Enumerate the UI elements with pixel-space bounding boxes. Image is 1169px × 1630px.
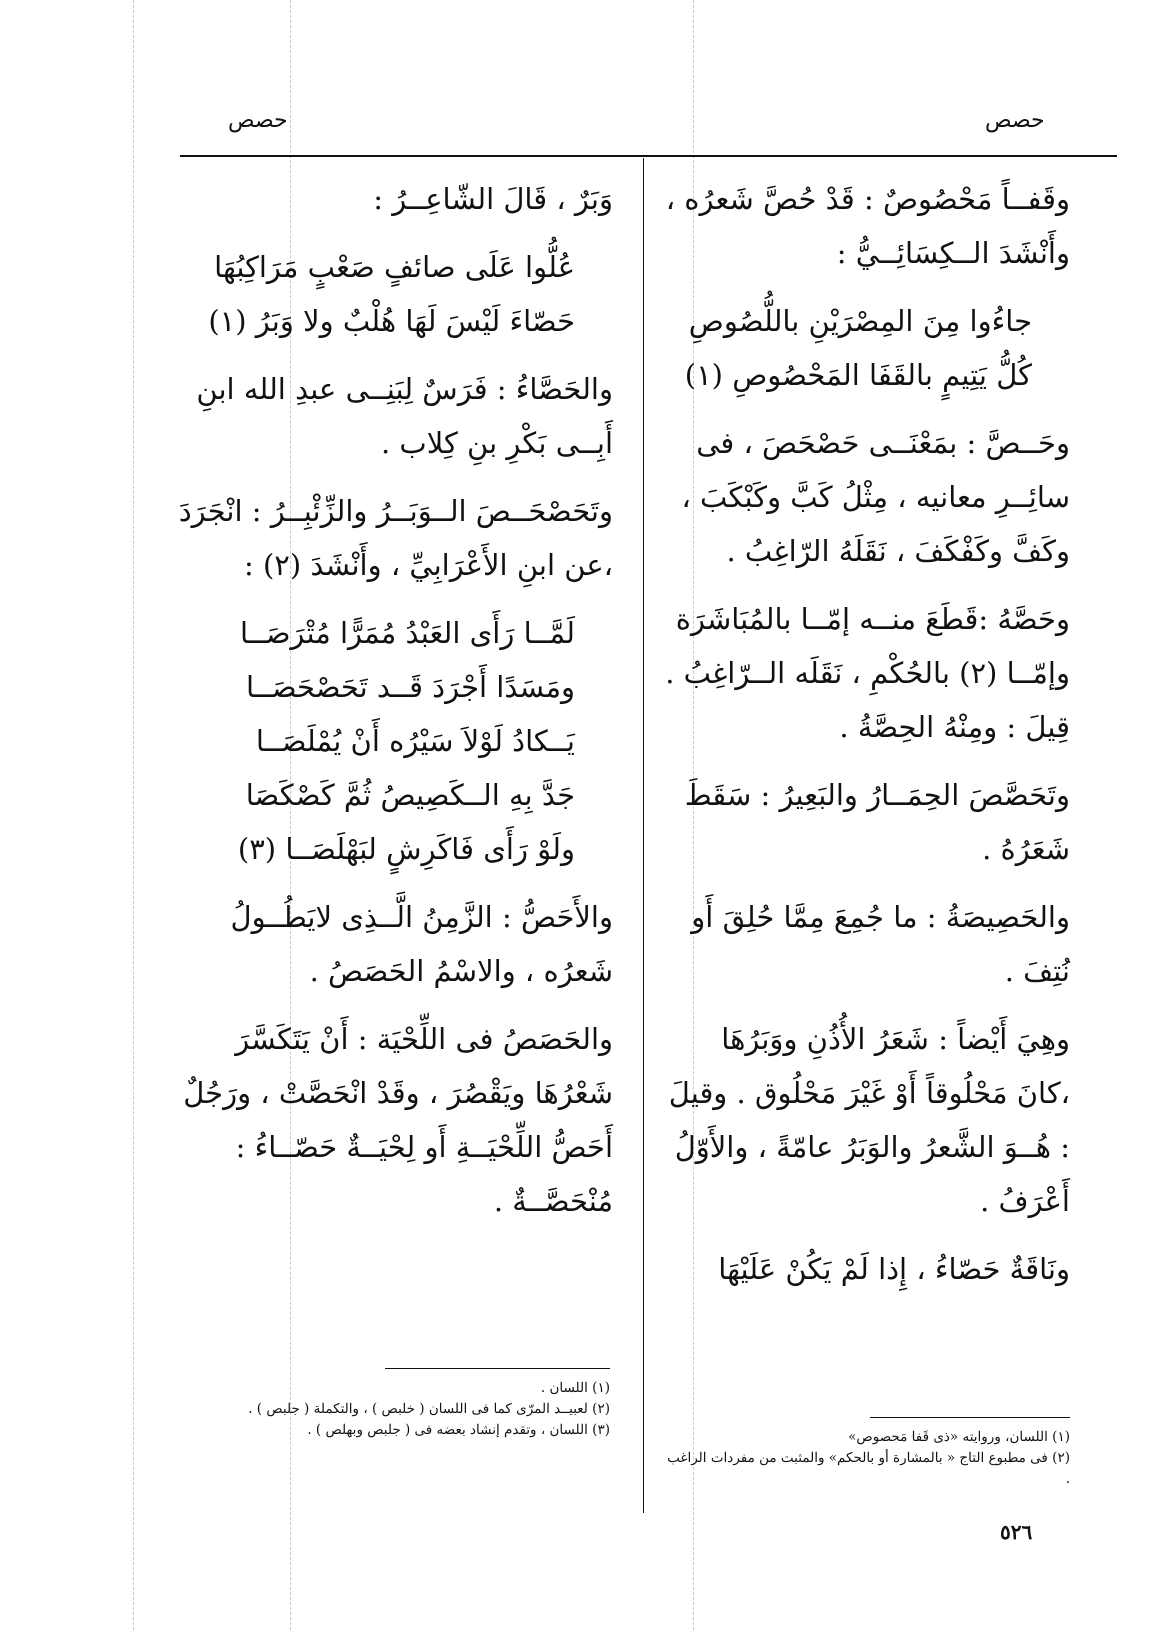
right-column	[660, 172, 1070, 1310]
footnote-rule-left	[385, 1368, 610, 1369]
verse-line: لَمَّــا رَأَى العَبْدُ مُمَرًّا مُتْرَصَــا	[239, 616, 575, 650]
footnote: (٢) فى مطبوع التاج « بالمشارة أو بالحكم» والمثبت من مفردات الراغب .	[667, 1450, 1070, 1487]
verse-block	[178, 606, 613, 876]
verse-line: كُلُّ يَتِيمٍ بالقَفَا المَحْصُوصِ (١)	[684, 358, 1032, 392]
entry-paragraph: والحَصَّاءُ : فَرَسٌ لِبَنِــى عبدِ الله ابنِ أَبِــى بَكْرِ بنِ كِلاب .	[196, 372, 613, 460]
verse-line: يَــكادُ لَوْلاَ سَيْرُه أَنْ يُمْلَصَــا	[255, 724, 575, 758]
footnotes-right	[660, 1427, 1070, 1490]
verse-line: جَدَّ بِهِ الــكَصِيصُ ثُمَّ كَصْكَصَا	[245, 778, 575, 812]
footnote: (٣) اللسان ، وتقدم إنشاد بعضه فى ( جلبص وبهلص ) .	[307, 1422, 610, 1438]
entry-paragraph: وهِيَ أَيْضاً : شَعَرُ الأُذُنِ ووَبَرُهَا ،كانَ مَحْلُوقاً أَوْ غَيْرَ مَحْلُوق . وقيلَ : هُــوَ الشَّعرُ والوَبَرُ عامّةً ، والأَوّلُ أَعْرَفُ .	[668, 1022, 1070, 1218]
entry-paragraph: والأَحَصُّ : الزَّمِنُ الَّــذِى لايَطُــولُ شَعرُه ، والاسْمُ الحَصَصُ .	[230, 900, 613, 988]
verse-block	[178, 240, 613, 348]
scan-guide-line	[133, 0, 134, 1630]
entry-paragraph: وتَحَصَّصَ الحِمَــارُ والبَعِيرُ : سَقَطَ شَعَرُهُ .	[684, 778, 1070, 866]
running-head-left: حصص	[228, 108, 288, 133]
entry-paragraph: والحَصِيصَةُ : ما جُمِعَ مِمَّا حُلِقَ أَو نُتِفَ .	[691, 900, 1070, 988]
verse-line: حَصّاءَ لَيْسَ لَهَا هُلْبٌ ولا وَبَرُ (١)	[208, 304, 575, 338]
header-rule	[180, 155, 1117, 157]
verse-line: ولَوْ رَأَى فَاكَرِشٍ لبَهْلَصَــا (٣)	[237, 832, 575, 866]
verse-block	[660, 294, 1070, 402]
page-number: ٥٢٦	[1000, 1520, 1033, 1544]
footnote-rule-right	[870, 1417, 1070, 1418]
entry-paragraph: وحَصَّهُ :قَطَعَ منــه إمّــا بالمُبَاشَرَة وإمّــا (٢) بالحُكْمِ ، نَقَلَه الــرّاغِبُ . قِيلَ : ومِنْهُ الحِصَّةُ .	[665, 602, 1070, 744]
entry-paragraph: وتَحَصْحَــصَ الــوَبَــرُ والزِّئْبِــرُ : انْجَرَدَ ،عن ابنِ الأَعْرَابِيِّ ، وأَنْشَدَ (٢) :	[178, 494, 613, 582]
entry-paragraph: وقَفــاً مَحْصُوصٌ : قَدْ حُصَّ شَعرُه ، وأَنْشَدَ الــكِسَائِــيُّ :	[665, 182, 1070, 270]
footnote: (١) اللسان .	[540, 1380, 610, 1396]
verse-line: عُلُّوا عَلَى صائفٍ صَعْبٍ مَرَاكِبُهَا	[214, 250, 575, 284]
footnotes-left	[180, 1378, 610, 1441]
entry-paragraph: والحَصَصُ فى اللِّحْيَة : أَنْ يَتَكَسَّرَ شَعْرُهَا ويَقْصُرَ ، وقَدْ انْحَصَّتْ ، ورَجُلٌ أَحَصُّ اللِّحْيَــةِ أَو لِحْيَــةٌ حَصّــاءُ : مُنْحَصَّــةٌ .	[183, 1022, 613, 1218]
entry-paragraph: وحَــصَّ : بمَعْنَــى حَصْحَصَ ، فى سائِــرِ معانيه ، مِثْلُ كَبَّ وكَبْكَبَ ، وكَفَّ وكَفْكَفَ ، نَقَلَهُ الرّاغِبُ .	[681, 426, 1070, 568]
verse-line: جاءُوا مِنَ المِصْرَيْنِ باللُّصُوصِ	[688, 304, 1032, 338]
footnote: (٢) لعبيــد المرّى كما فى اللسان ( خلبص ) ، والتكملة ( جلبص ) .	[248, 1401, 610, 1417]
column-separator	[643, 158, 644, 1513]
running-head-right: حصص	[985, 108, 1045, 133]
verse-line: ومَسَدًا أَجْرَدَ قَــد تَحَصْحَصَــا	[246, 670, 575, 704]
left-column	[178, 172, 613, 1242]
entry-paragraph: ونَاقَةٌ حَصّاءُ ، إِذا لَمْ يَكُنْ عَلَيْهَا	[718, 1252, 1070, 1286]
footnote: (١) اللسان، وروايته «ذى قَفا مَحصوص»	[848, 1429, 1070, 1445]
entry-paragraph: وَبَرٌ ، قَالَ الشّاعِــرُ :	[373, 182, 613, 216]
